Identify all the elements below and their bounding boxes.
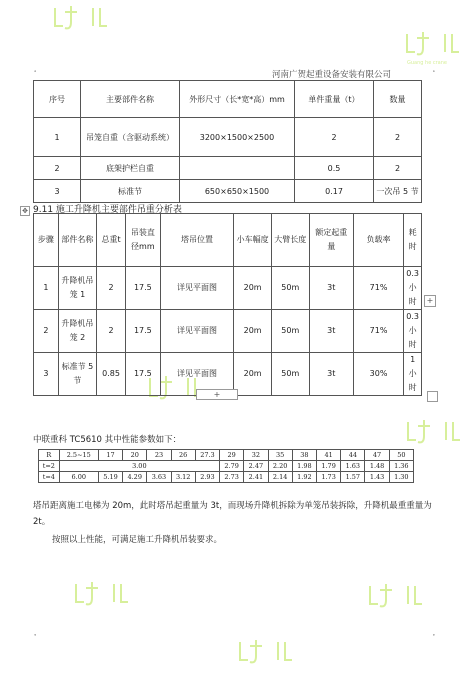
header-cell: 塔吊位置 xyxy=(160,214,234,267)
table-row xyxy=(34,118,422,157)
corner-mark xyxy=(26,634,36,644)
table-cell: 底架护栏自重 xyxy=(81,157,180,180)
table-cell: 标准节 5 节 xyxy=(58,353,96,396)
header-cell: 大臂长度 xyxy=(271,214,309,267)
table-cell: 44 xyxy=(341,450,365,461)
header-cell: 小车幅度 xyxy=(234,214,272,267)
header-cell: 步骤 xyxy=(34,214,59,267)
watermark-logo: Guang he crane xyxy=(397,28,466,70)
header-cell: 总重t xyxy=(97,214,126,267)
table-cell: 38 xyxy=(292,450,316,461)
table-cell: 50m xyxy=(271,353,309,396)
table-cell: 3t xyxy=(309,353,353,396)
table-resize-handle[interactable] xyxy=(427,391,438,402)
table-header-row xyxy=(34,214,422,267)
table-cell xyxy=(180,157,295,180)
table-cell: 2.20 xyxy=(268,461,292,472)
corner-mark xyxy=(26,62,36,72)
table-cell: 20m xyxy=(234,310,272,353)
watermark-logo xyxy=(360,580,430,622)
header-cell: 耗时 xyxy=(404,214,422,267)
table-cell: 5.19 xyxy=(98,472,122,483)
add-column-button[interactable]: + xyxy=(424,295,436,307)
table-cell: 2.79 xyxy=(220,461,244,472)
table-cell: 1.98 xyxy=(292,461,316,472)
table-cell: 30% xyxy=(353,353,403,396)
table-cell: 2 xyxy=(97,310,126,353)
table-cell: 2.47 xyxy=(244,461,268,472)
table-cell: 23 xyxy=(147,450,171,461)
paragraph: 塔吊距离施工电梯为 20m，此时塔吊起重量为 3t，而现场升降机拆除为单笼吊装拆除，升降机最重重量为 2t。 xyxy=(33,501,432,527)
table-cell: 50 xyxy=(389,450,413,461)
table-cell: 1.73 xyxy=(316,472,340,483)
watermark-logo xyxy=(66,578,136,620)
table-row xyxy=(39,461,414,472)
table-cell: 17.5 xyxy=(125,267,160,310)
header-cell: 序号 xyxy=(34,81,81,118)
watermark-logo xyxy=(230,636,300,678)
table-cell: 3t xyxy=(309,310,353,353)
table-cell: 3 xyxy=(34,353,59,396)
table-cell: 2.14 xyxy=(268,472,292,483)
paragraph: 按照以上性能，可满足施工升降机吊装要求。 xyxy=(52,535,223,545)
table-row xyxy=(34,180,422,203)
corner-mark xyxy=(433,634,443,644)
table-cell: 20 xyxy=(123,450,147,461)
table-cell: 17.5 xyxy=(125,353,160,396)
header-cell: 部件名称 xyxy=(58,214,96,267)
table-cell: 详见平面图 xyxy=(160,310,234,353)
table-move-handle[interactable]: ✥ xyxy=(20,206,30,216)
table-cell: 一次吊 5 节 xyxy=(374,180,422,203)
add-row-button[interactable]: + xyxy=(196,389,238,400)
table-cell: 1.63 xyxy=(341,461,365,472)
table-cell: 吊笼自重（含驱动系统） xyxy=(81,118,180,157)
table-cell: 详见平面图 xyxy=(160,353,234,396)
table-cell: 0.3 小时 xyxy=(404,310,422,353)
table-cell: 32 xyxy=(244,450,268,461)
table-cell: 17.5 xyxy=(125,310,160,353)
table-row xyxy=(34,267,422,310)
table-cell: 升降机吊笼 2 xyxy=(58,310,96,353)
table-cell: 50m xyxy=(271,310,309,353)
table-cell: 1.30 xyxy=(389,472,413,483)
table-cell: 26 xyxy=(171,450,195,461)
table-cell: 2.41 xyxy=(244,472,268,483)
table-cell: 2.93 xyxy=(195,472,219,483)
table-cell: 1.92 xyxy=(292,472,316,483)
table-cell: 2 xyxy=(34,310,59,353)
table-cell: 41 xyxy=(316,450,340,461)
header-cell: 吊装直径mm xyxy=(125,214,160,267)
corner-mark xyxy=(433,62,443,72)
table-cell: 2 xyxy=(295,118,374,157)
table-row xyxy=(34,157,422,180)
table-cell: 17 xyxy=(98,450,122,461)
table-cell: R xyxy=(39,450,60,461)
header-cell: 主要部件名称 xyxy=(81,81,180,118)
table-cell: 0.17 xyxy=(295,180,374,203)
header-cell: 单件重量（t） xyxy=(295,81,374,118)
table-cell: 650×650×1500 xyxy=(180,180,295,203)
components-table xyxy=(33,80,422,203)
table-cell: 3200×1500×2500 xyxy=(180,118,295,157)
table-cell: 71% xyxy=(353,267,403,310)
table-cell: 详见平面图 xyxy=(160,267,234,310)
table-row xyxy=(39,472,414,483)
table-cell: 标准节 xyxy=(81,180,180,203)
table-cell: 0.3 小时 xyxy=(404,267,422,310)
table-cell: 2 xyxy=(374,157,422,180)
table-cell: 27.3 xyxy=(195,450,219,461)
header-cell: 额定起重量 xyxy=(309,214,353,267)
table-cell: 升降机吊笼 1 xyxy=(58,267,96,310)
table-cell: 1.48 xyxy=(365,461,389,472)
table-cell: 1.79 xyxy=(316,461,340,472)
table-cell: 2 xyxy=(34,157,81,180)
header-cell: 负载率 xyxy=(353,214,403,267)
crane-performance-table xyxy=(38,449,414,483)
header-cell: 数量 xyxy=(374,81,422,118)
table-row xyxy=(39,450,414,461)
table-cell: 20m xyxy=(234,267,272,310)
table-cell: 3.12 xyxy=(171,472,195,483)
crane-intro-text: 中联重科 TC5610 其中性能参数如下： xyxy=(33,435,182,445)
table-cell: 2 xyxy=(374,118,422,157)
table-cell: 1.43 xyxy=(365,472,389,483)
table-cell: 35 xyxy=(268,450,292,461)
table-cell: 2.73 xyxy=(220,472,244,483)
table-cell: 2.5~15 xyxy=(59,450,98,461)
table-cell: 1 xyxy=(34,118,81,157)
table-cell: 29 xyxy=(220,450,244,461)
table-cell: 1.36 xyxy=(389,461,413,472)
table-cell: 47 xyxy=(365,450,389,461)
table-cell: 3.00 xyxy=(59,461,219,472)
table-cell: 3.63 xyxy=(147,472,171,483)
table-cell: 4.29 xyxy=(123,472,147,483)
table-cell: 20m xyxy=(234,353,272,396)
table-cell: 1.57 xyxy=(341,472,365,483)
table-cell: 0.85 xyxy=(97,353,126,396)
table-header-row xyxy=(34,81,422,118)
table-cell: 50m xyxy=(271,267,309,310)
lifting-analysis-table xyxy=(33,213,422,396)
section-title: 9.11 施工升降机主要部件吊重分析表 xyxy=(33,205,182,215)
table-cell: 1 小时 xyxy=(404,353,422,396)
table-cell: 0.5 xyxy=(295,157,374,180)
table-cell: t=4 xyxy=(39,472,60,483)
watermark-logo xyxy=(45,2,115,44)
header-cell: 外形尺寸（长*宽*高）mm xyxy=(180,81,295,118)
table-cell: 3t xyxy=(309,267,353,310)
table-cell: t=2 xyxy=(39,461,60,472)
table-cell: 71% xyxy=(353,310,403,353)
table-cell: 3 xyxy=(34,180,81,203)
table-cell: 1 xyxy=(34,267,59,310)
table-cell: 6.00 xyxy=(59,472,98,483)
table-cell: 2 xyxy=(97,267,126,310)
company-header: 河南广贺起重设备安装有限公司 xyxy=(272,70,392,80)
table-row xyxy=(34,310,422,353)
